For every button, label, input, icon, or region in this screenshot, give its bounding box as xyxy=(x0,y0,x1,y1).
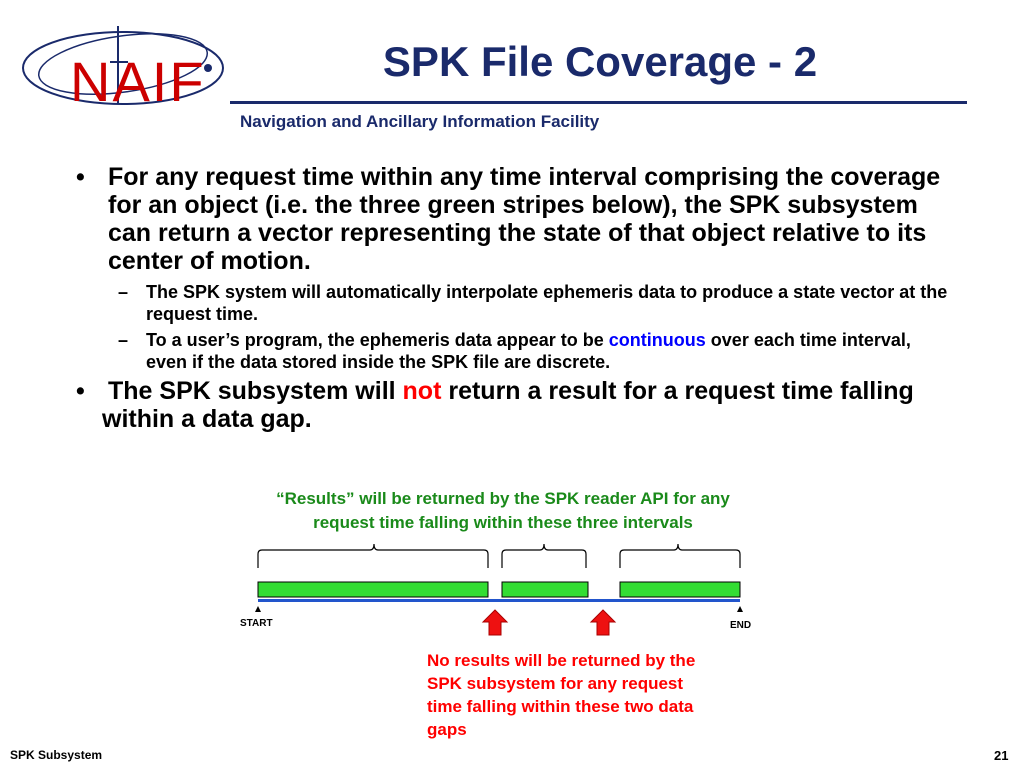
page-title: SPK File Coverage - 2 xyxy=(382,38,818,85)
bullet-data-gap xyxy=(72,377,952,433)
bullet-coverage xyxy=(72,163,952,275)
start-marker-icon xyxy=(255,606,261,612)
subbullet-interpolate-text: The SPK system will automatically interpolate ephemeris data to produce a state vector at the request time. xyxy=(146,282,948,324)
brace-interval-1 xyxy=(258,544,488,568)
bullet-dot: • xyxy=(76,377,85,405)
gap-arrow-up-icon xyxy=(483,610,507,635)
coverage-interval-3 xyxy=(620,582,740,597)
page-subtitle: Navigation and Ancillary Information Facility xyxy=(240,112,600,131)
results-caption: “Results” will be returned by the SPK reader API for any request time falling within these three intervals xyxy=(276,489,730,532)
bullet-dot: • xyxy=(76,163,85,191)
coverage-diagram xyxy=(230,540,770,640)
slide-content xyxy=(72,163,952,433)
subbullet-continuous-text-before: To a user’s program, the ephemeris data appear to be xyxy=(146,330,609,350)
title-rule xyxy=(230,101,967,104)
brace-interval-3 xyxy=(620,544,740,568)
coverage-interval-1 xyxy=(258,582,488,597)
dash-icon: – xyxy=(118,330,129,350)
brace-interval-2 xyxy=(502,544,586,568)
subbullet-interpolate xyxy=(118,281,952,325)
footer-section-title: SPK Subsystem xyxy=(10,748,103,762)
highlight-not: not xyxy=(402,377,442,405)
bullet-coverage-text: For any request time within any time interval comprising the coverage for an object (i.e. the three green stripes below), the SPK subsystem can return a vector representing the state of that object relative to its center of motion. xyxy=(108,163,941,275)
end-marker-icon xyxy=(737,606,743,612)
logo-text: NAIF xyxy=(70,50,206,113)
page-number: 21 xyxy=(994,748,1009,763)
gap-arrow-up-icon xyxy=(591,610,615,635)
dash-icon: – xyxy=(118,282,129,302)
gap-caption: No results will be returned by the SPK subsystem for any request time falling within these two data gaps xyxy=(427,651,696,739)
timeline-bar xyxy=(258,599,740,602)
start-label: START xyxy=(240,618,273,629)
end-label: END xyxy=(730,620,752,631)
bullet-gap-text-after: return a result for a request time falling within a data gap. xyxy=(102,377,914,433)
highlight-continuous: continuous xyxy=(608,330,706,350)
subbullet-continuous-text-after: over each time interval, even if the data stored inside the SPK file are discrete. xyxy=(146,330,911,372)
subbullet-continuous xyxy=(118,329,952,373)
coverage-interval-2 xyxy=(502,582,588,597)
naif-logo xyxy=(18,24,228,112)
bullet-gap-text-before: The SPK subsystem will xyxy=(108,377,403,405)
